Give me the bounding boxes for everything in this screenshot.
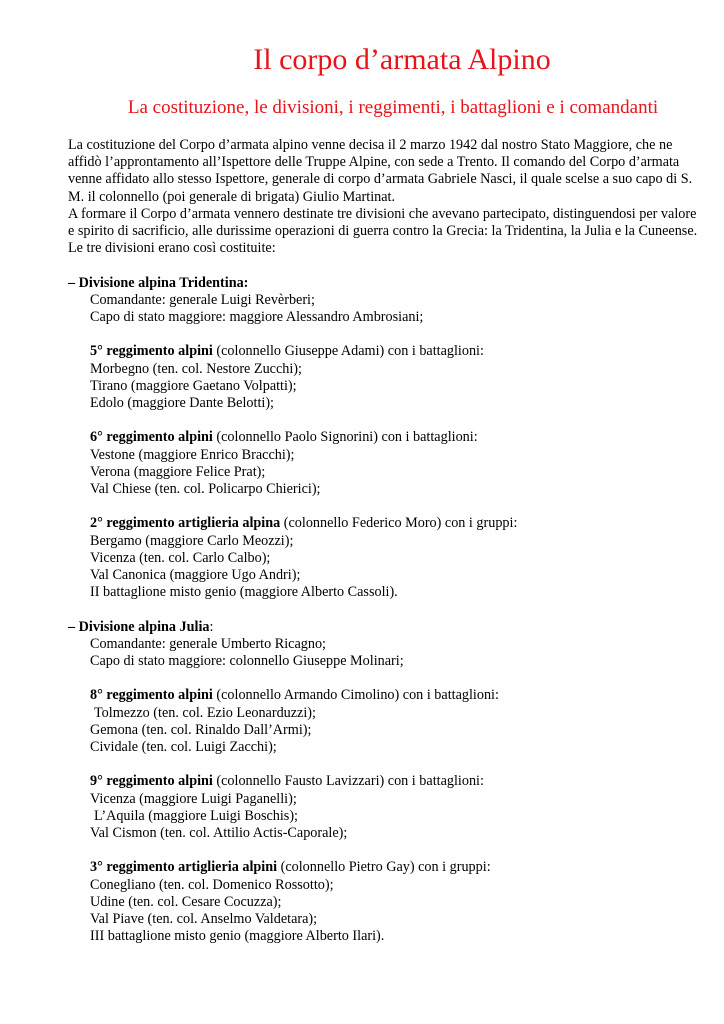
unit-item: L’Aquila (maggiore Luigi Boschis);: [94, 807, 298, 824]
unit-item: Vicenza (ten. col. Carlo Calbo);: [90, 549, 271, 566]
intro-paragraph-2: A formare il Corpo d’armata vennero destinate tre divisioni che avevano partecipato, distinguendosi per valore e spirito di sacrificio, alle durissime operazioni di guerra contro la Grecia: la Tridentina, la Julia e la Cuneense.: [68, 205, 698, 240]
regiment-heading: 2° reggimento artiglieria alpina (colonnello Federico Moro) con i gruppi:: [90, 515, 518, 532]
unit-item: Val Cismon (ten. col. Attilio Actis-Caporale);: [90, 825, 348, 842]
regiment-heading: 8° reggimento alpini (colonnello Armando Cimolino) con i battaglioni:: [90, 687, 499, 704]
unit-item: Val Canonica (maggiore Ugo Andri);: [90, 567, 301, 584]
division-chief-of-staff: Capo di stato maggiore: maggiore Alessandro Ambrosiani;: [90, 309, 424, 326]
unit-item: Verona (maggiore Felice Prat);: [90, 463, 266, 480]
division-heading-julia: – Divisione alpina Julia:: [68, 618, 214, 635]
division-commander: Comandante: generale Luigi Revèrberi;: [90, 291, 315, 308]
intro-paragraph-1: La costituzione del Corpo d’armata alpino venne decisa il 2 marzo 1942 dal nostro Stato Maggiore, che ne affidò l’approntamento all’Ispettore delle Truppe Alpine, con sede a Trento. Il comando del Corpo d’armata venne affidato allo stesso Ispettore, generale di corpo d’armata Gabriele Nasci, il quale scelse a suo capo di S. M. il colonnello (poi generale di brigata) Giulio Martinat.: [68, 137, 693, 205]
unit-item: Tolmezzo (ten. col. Ezio Leonarduzzi);: [94, 704, 316, 721]
unit-item: Tirano (maggiore Gaetano Volpatti);: [90, 377, 297, 394]
division-heading-tridentina: – Divisione alpina Tridentina:: [68, 274, 249, 291]
unit-item: Vicenza (maggiore Luigi Paganelli);: [90, 790, 297, 807]
division-commander: Comandante: generale Umberto Ricagno;: [90, 635, 326, 652]
regiment-heading: 5° reggimento alpini (colonnello Giuseppe Adami) con i battaglioni:: [90, 343, 484, 360]
unit-item: Udine (ten. col. Cesare Cocuzza);: [90, 893, 282, 910]
division-chief-of-staff: Capo di stato maggiore: colonnello Giuseppe Molinari;: [90, 653, 404, 670]
unit-item: Edolo (maggiore Dante Belotti);: [90, 395, 274, 412]
unit-item: Val Chiese (ten. col. Policarpo Chierici);: [90, 481, 321, 498]
page-title: Il corpo d’armata Alpino: [253, 43, 551, 76]
page-subtitle: La costituzione, le divisioni, i reggimenti, i battaglioni e i comandanti: [127, 97, 659, 118]
regiment-heading: 9° reggimento alpini (colonnello Fausto Lavizzari) con i battaglioni:: [90, 773, 484, 790]
unit-item: Vestone (maggiore Enrico Bracchi);: [90, 446, 295, 463]
regiment-heading: 3° reggimento artiglieria alpini (colonnello Pietro Gay) con i gruppi:: [90, 859, 491, 876]
unit-item: Gemona (ten. col. Rinaldo Dall’Armi);: [90, 721, 312, 738]
unit-item: Val Piave (ten. col. Anselmo Valdetara);: [90, 911, 318, 928]
unit-item: II battaglione misto genio (maggiore Alberto Cassoli).: [90, 584, 398, 601]
unit-item: Morbegno (ten. col. Nestore Zucchi);: [90, 360, 302, 377]
unit-item: Cividale (ten. col. Luigi Zacchi);: [90, 739, 277, 756]
unit-item: III battaglione misto genio (maggiore Alberto Ilari).: [90, 928, 385, 945]
regiment-heading: 6° reggimento alpini (colonnello Paolo Signorini) con i battaglioni:: [90, 429, 478, 446]
document-body: [68, 137, 698, 945]
unit-item: Conegliano (ten. col. Domenico Rossotto);: [90, 876, 334, 893]
intro-paragraph-3: Le tre divisioni erano così costituite:: [68, 240, 276, 257]
unit-item: Bergamo (maggiore Carlo Meozzi);: [90, 532, 294, 549]
